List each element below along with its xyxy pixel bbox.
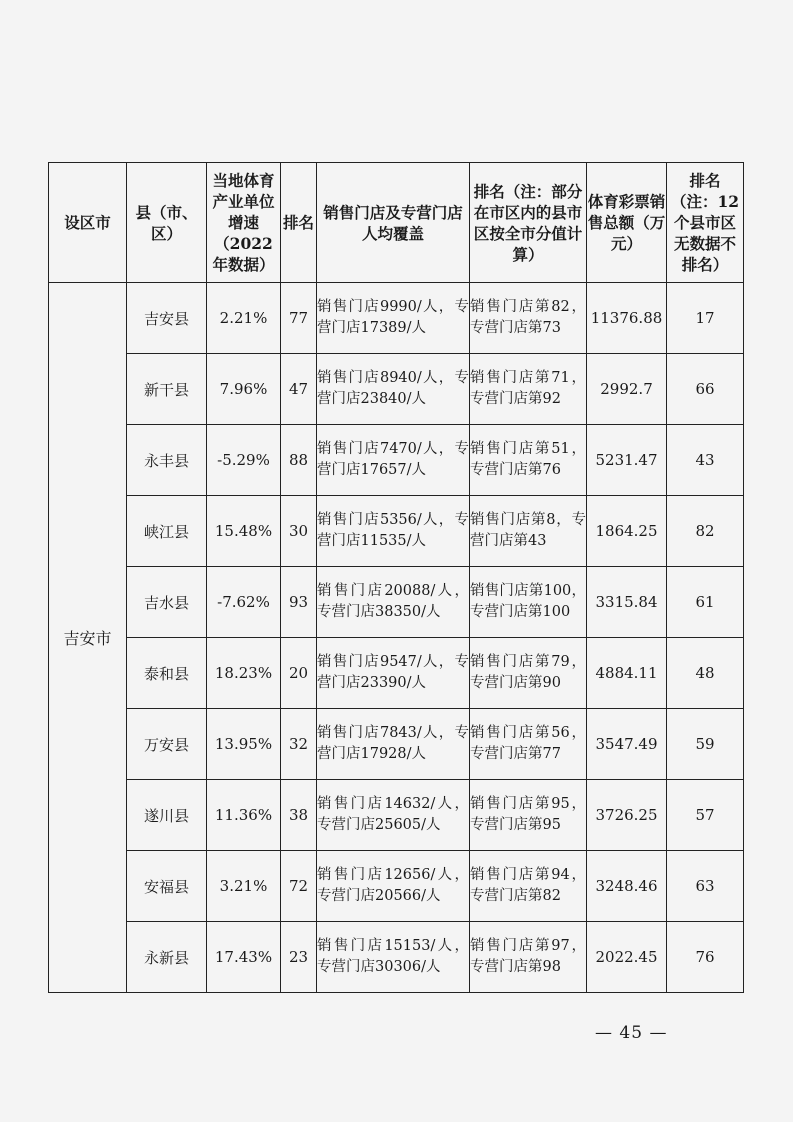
coverage-cell: 销售门店15153/人，专营门店30306/人: [317, 922, 470, 993]
growth-cell: 2.21%: [207, 283, 281, 354]
header-sales: 体育彩票销售总额（万元）: [587, 163, 667, 283]
header-row: [49, 163, 744, 283]
coverage-cell: 销售门店9547/人，专营门店23390/人: [317, 638, 470, 709]
growth-rank-cell: 77: [281, 283, 317, 354]
sales-cell: 3547.49: [587, 709, 667, 780]
growth-rank-cell: 30: [281, 496, 317, 567]
header-coverage: 销售门店及专营门店人均覆盖: [317, 163, 470, 283]
county-cell: 永丰县: [127, 425, 207, 496]
sales-rank-cell: 76: [667, 922, 744, 993]
header-city: 设区市: [49, 163, 127, 283]
coverage-rank-cell: 销售门店第56，专营门店第77: [470, 709, 587, 780]
sales-cell: 3726.25: [587, 780, 667, 851]
sales-cell: 1864.25: [587, 496, 667, 567]
table-row: [49, 283, 744, 354]
coverage-cell: 销售门店7843/人，专营门店17928/人: [317, 709, 470, 780]
growth-rank-cell: 38: [281, 780, 317, 851]
sales-rank-cell: 82: [667, 496, 744, 567]
coverage-rank-cell: 销售门店第82，专营门店第73: [470, 283, 587, 354]
coverage-cell: 销售门店12656/人，专营门店20566/人: [317, 851, 470, 922]
coverage-rank-cell: 销售门店第95，专营门店第95: [470, 780, 587, 851]
header-coverage-rank: 排名（注：部分在市区内的县市区按全市分值计算）: [470, 163, 587, 283]
sales-cell: 3248.46: [587, 851, 667, 922]
sales-rank-cell: 43: [667, 425, 744, 496]
page-number: — 45 —: [595, 1023, 668, 1043]
growth-cell: 7.96%: [207, 354, 281, 425]
growth-cell: 18.23%: [207, 638, 281, 709]
sales-rank-cell: 48: [667, 638, 744, 709]
county-cell: 遂川县: [127, 780, 207, 851]
county-cell: 吉水县: [127, 567, 207, 638]
growth-rank-cell: 93: [281, 567, 317, 638]
coverage-rank-cell: 销售门店第51，专营门店第76: [470, 425, 587, 496]
table-row: [49, 851, 744, 922]
header-county: 县（市、区）: [127, 163, 207, 283]
table-row: [49, 425, 744, 496]
county-cell: 永新县: [127, 922, 207, 993]
coverage-cell: 销售门店9990/人，专营门店17389/人: [317, 283, 470, 354]
sales-cell: 3315.84: [587, 567, 667, 638]
sales-rank-cell: 17: [667, 283, 744, 354]
growth-rank-cell: 20: [281, 638, 317, 709]
sales-rank-cell: 63: [667, 851, 744, 922]
coverage-cell: 销售门店20088/人，专营门店38350/人: [317, 567, 470, 638]
sales-cell: 2022.45: [587, 922, 667, 993]
coverage-cell: 销售门店5356/人，专营门店11535/人: [317, 496, 470, 567]
growth-cell: -5.29%: [207, 425, 281, 496]
table-row: [49, 354, 744, 425]
growth-cell: 11.36%: [207, 780, 281, 851]
coverage-cell: 销售门店14632/人，专营门店25605/人: [317, 780, 470, 851]
header-growth-rank: 排名: [281, 163, 317, 283]
sales-rank-cell: 59: [667, 709, 744, 780]
city-cell: 吉安市: [49, 283, 127, 993]
county-cell: 吉安县: [127, 283, 207, 354]
growth-cell: 3.21%: [207, 851, 281, 922]
growth-cell: 13.95%: [207, 709, 281, 780]
data-table: [48, 162, 744, 993]
table-row: [49, 780, 744, 851]
table-row: [49, 567, 744, 638]
growth-cell: 15.48%: [207, 496, 281, 567]
sales-rank-cell: 66: [667, 354, 744, 425]
coverage-cell: 销售门店7470/人，专营门店17657/人: [317, 425, 470, 496]
table-row: [49, 638, 744, 709]
table-row: [49, 496, 744, 567]
growth-rank-cell: 23: [281, 922, 317, 993]
sales-cell: 5231.47: [587, 425, 667, 496]
sales-cell: 4884.11: [587, 638, 667, 709]
county-cell: 安福县: [127, 851, 207, 922]
county-cell: 新干县: [127, 354, 207, 425]
coverage-rank-cell: 销售门店第100，专营门店第100: [470, 567, 587, 638]
coverage-rank-cell: 销售门店第94，专营门店第82: [470, 851, 587, 922]
coverage-rank-cell: 销售门店第79，专营门店第90: [470, 638, 587, 709]
county-cell: 泰和县: [127, 638, 207, 709]
sales-cell: 2992.7: [587, 354, 667, 425]
coverage-rank-cell: 销售门店第8，专营门店第43: [470, 496, 587, 567]
growth-rank-cell: 32: [281, 709, 317, 780]
header-sales-rank: 排名（注：12个县市区无数据不排名）: [667, 163, 744, 283]
table-row: [49, 709, 744, 780]
county-cell: 万安县: [127, 709, 207, 780]
growth-rank-cell: 72: [281, 851, 317, 922]
growth-cell: -7.62%: [207, 567, 281, 638]
coverage-rank-cell: 销售门店第97，专营门店第98: [470, 922, 587, 993]
county-cell: 峡江县: [127, 496, 207, 567]
coverage-cell: 销售门店8940/人，专营门店23840/人: [317, 354, 470, 425]
growth-rank-cell: 47: [281, 354, 317, 425]
coverage-rank-cell: 销售门店第71，专营门店第92: [470, 354, 587, 425]
sales-cell: 11376.88: [587, 283, 667, 354]
table-row: [49, 922, 744, 993]
sales-rank-cell: 61: [667, 567, 744, 638]
header-growth: 当地体育产业单位增速（2022年数据）: [207, 163, 281, 283]
growth-cell: 17.43%: [207, 922, 281, 993]
growth-rank-cell: 88: [281, 425, 317, 496]
sales-rank-cell: 57: [667, 780, 744, 851]
